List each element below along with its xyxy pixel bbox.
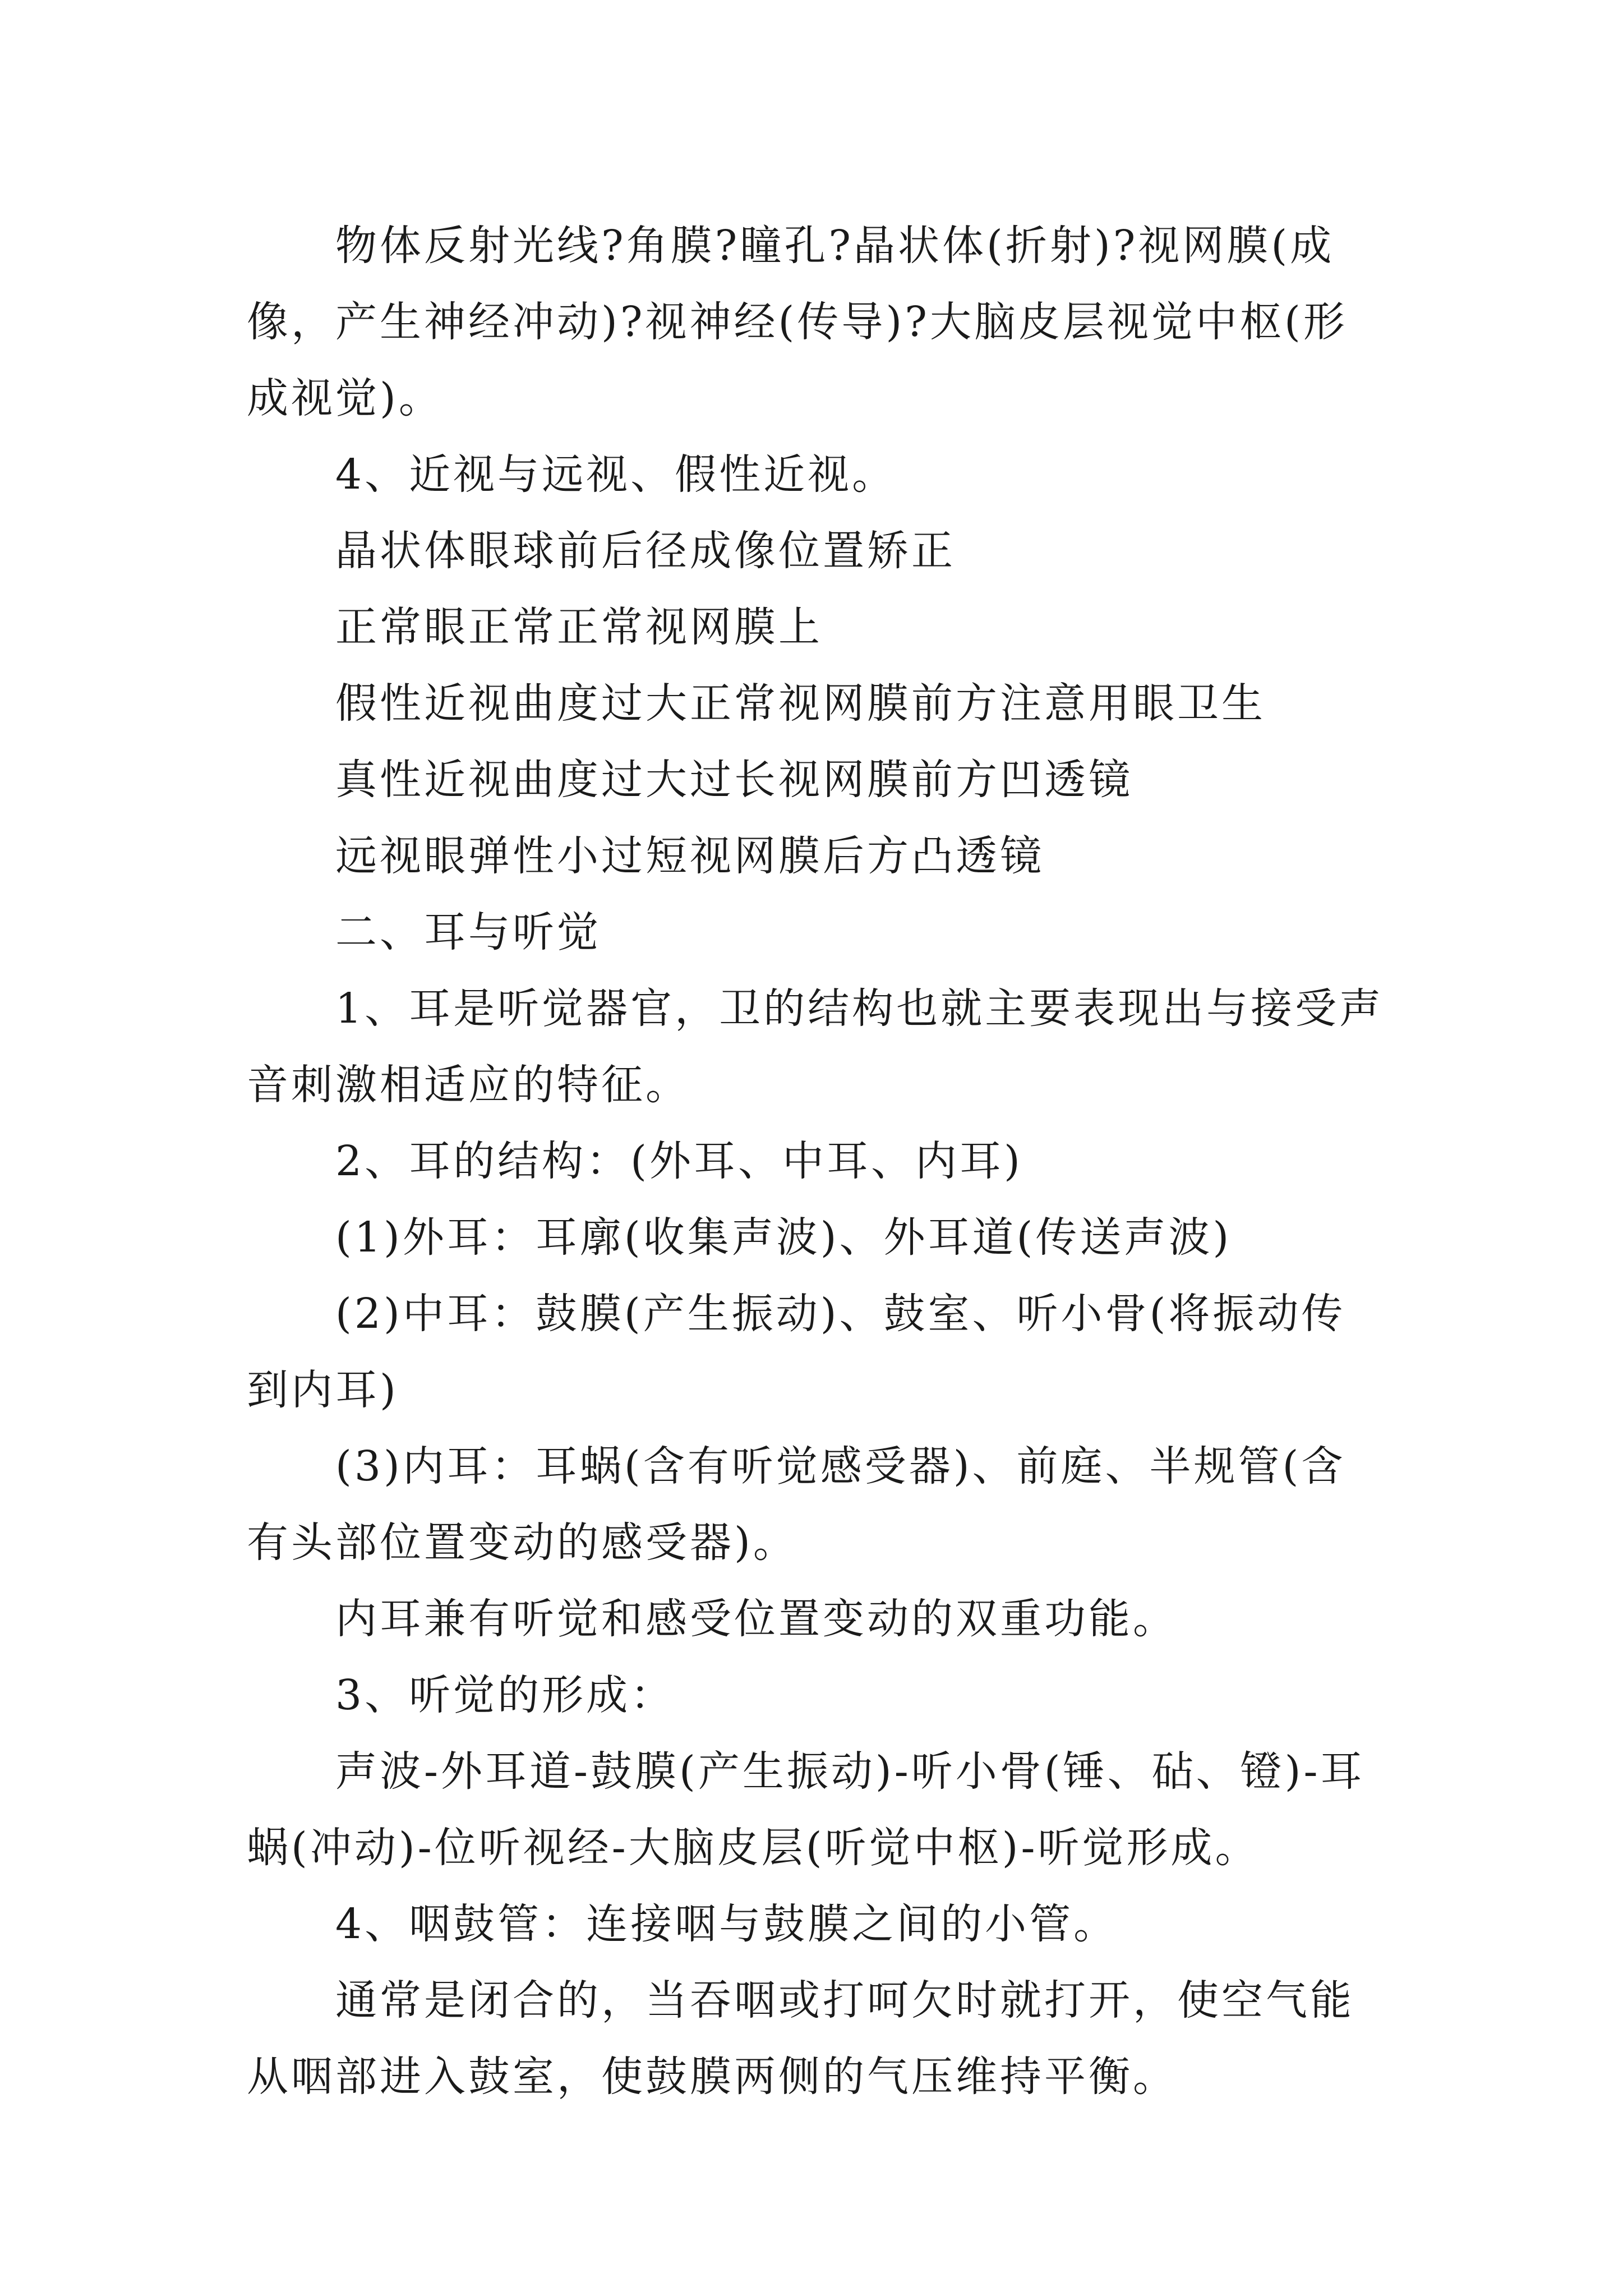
- list-item-inner-ear: (3)内耳：耳蜗(含有听觉感受器)、前庭、半规管(含有头部位置变动的感受器)。: [247, 1442, 1346, 1567]
- list-item-outer-ear: (1)外耳：耳廓(收集声波)、外耳道(传送声波): [335, 1213, 1232, 1262]
- paragraph-ear-organ: 1、耳是听觉器官，卫的结构也就主要表现出与接受声音刺激相适应的特征。: [247, 984, 1384, 1109]
- paragraph-hearing-pathway: 声波-外耳道-鼓膜(产生振动)-听小骨(锤、砧、镫)-耳蜗(冲动)-位听视经-大脑皮层(听觉中枢)-听觉形成。: [247, 1747, 1365, 1872]
- section-heading-ear-hearing: 二、耳与听觉: [335, 908, 601, 956]
- list-item-middle-ear: (2)中耳：鼓膜(产生振动)、鼓室、听小骨(将振动传到内耳): [247, 1290, 1346, 1414]
- document-body: [247, 208, 1385, 2115]
- row-hyperopia: 远视眼弹性小过短视网膜后方凸透镜: [335, 832, 1044, 880]
- paragraph-eustachian-function: 通常是闭合的，当吞咽或打呵欠时就打开，使空气能从咽部进入鼓室，使鼓膜两侧的气压维持平衡。: [247, 1976, 1354, 2101]
- table-header-row: 晶状体眼球前后径成像位置矫正: [335, 527, 956, 575]
- row-normal-eye: 正常眼正常正常视网膜上: [335, 603, 823, 651]
- paragraph-inner-ear-function: 内耳兼有听觉和感受位置变动的双重功能。: [335, 1595, 1177, 1643]
- row-pseudo-myopia: 假性近视曲度过大正常视网膜前方注意用眼卫生: [335, 679, 1266, 728]
- row-true-myopia: 真性近视曲度过大过长视网膜前方凹透镜: [335, 756, 1133, 804]
- heading-eustachian-tube: 4、咽鼓管：连接咽与鼓膜之间的小管。: [335, 1900, 1118, 1948]
- heading-myopia-hyperopia: 4、近视与远视、假性近视。: [335, 450, 897, 499]
- paragraph-vision-pathway: 物体反射光线?角膜?瞳孔?晶状体(折射)?视网膜(成像，产生神经冲动)?视神经(传导)?大脑皮层视觉中枢(形成视觉)。: [247, 222, 1348, 422]
- heading-ear-structure: 2、耳的结构：(外耳、中耳、内耳): [335, 1137, 1023, 1185]
- heading-hearing-formation: 3、听觉的形成：: [335, 1671, 675, 1719]
